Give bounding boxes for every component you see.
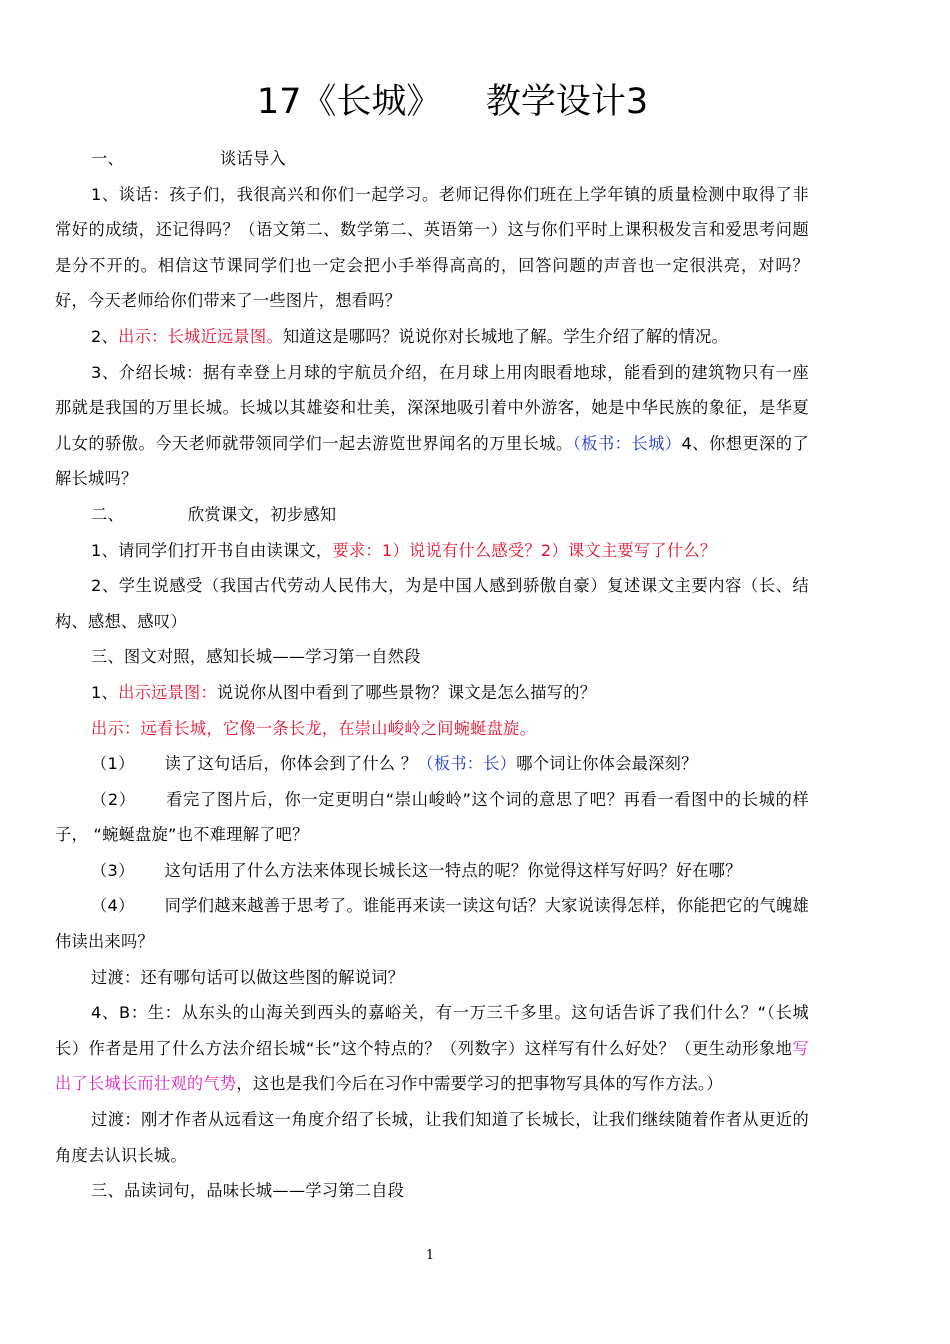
question-number: （3） (91, 860, 135, 880)
text-run: 4、B：生：从东头的山海关到西头的嘉峪关，有一万三千多里。这句话告诉了我们什么？“（长城长）作者是用了什么方法介绍长城“长”这个特点的？（列数字）这样写有什么好处？（更生动形象地 (55, 1003, 809, 1058)
text-run: 1、请同学们打开书自由读课文， (91, 540, 333, 560)
section-number: 一、 (91, 149, 124, 168)
pink-highlight: 写出了长城长而壮观的气势 (55, 1038, 809, 1094)
question-number: （2） (91, 789, 136, 809)
paragraph (55, 355, 809, 497)
paragraph: 过渡：刚才作者从远看这一角度介绍了长城，让我们知道了长城长，让我们继续随着作者从更近的角度去认识长城。 (55, 1110, 809, 1165)
blue-highlight: （板书：长城） (572, 433, 682, 453)
text-run: 4、你想更深的了解长城吗？ (55, 433, 809, 489)
question-3 (55, 853, 809, 889)
text-run: 2、 (91, 326, 119, 346)
paragraph (55, 995, 809, 1102)
paragraph: 2、学生说感受（我国古代劳动人民伟大，为是中国人感到骄傲自豪）复述课文主要内容（长、结构、感想、感叹） (55, 576, 809, 631)
text-run: 知道这是哪吗？说说你对长城地了解。学生介绍了解的情况。 (282, 326, 729, 346)
paragraph: 1、谈话：孩子们，我很高兴和你们一起学习。老师记得你们班在上学年镇的质量检测中取得了非常好的成绩，还记得吗？（语文第二、数学第二、英语第一）这与你们平时上课积极发言和爱思考问题是分不开的。相信这节课同学们也一定会把小手举得高高的，回答问题的声音也一定很洪亮，对吗？好，今天老师给你们带来了一些图片，想看吗？ (55, 184, 809, 311)
document-body (55, 141, 809, 1209)
text-run: ，这也是我们今后在习作中需要学习的把事物写具体的写作方法。） (236, 1074, 723, 1094)
text-run: 这句话用了什么方法来体现长城长这一特点的呢？你觉得这样写好吗？好在哪？ (164, 860, 742, 880)
question-number: （1） (91, 754, 135, 774)
question-4 (55, 888, 809, 959)
section-title: 谈话导入 (219, 149, 286, 168)
red-highlight-line: 出示：远看长城，它像一条长龙，在崇山峻岭之间蜿蜒盘旋。 (91, 718, 537, 738)
red-highlight: 出示：长城近远景图。 (118, 326, 283, 346)
section-heading-2 (55, 497, 809, 533)
paragraph (55, 533, 809, 569)
paragraph (55, 319, 809, 355)
document-title: 17《长城》 教学设计3 (256, 82, 649, 122)
text-run: 3、介绍长城：据有幸登上月球的宇航员介绍，在月球上用肉眼看地球，能看到的建筑物只有一座那就是我国的万里长城。长城以其雄姿和壮美，深深地吸引着中外游客，她是中华民族的象征，是华夏儿女的骄傲。今天老师就带领同学们一起去游览世界闻名的万里长城。 (55, 362, 809, 453)
paragraph (55, 675, 809, 711)
text-run: 说说你从图中看到了哪些景物？课文是怎么描写的？ (217, 682, 597, 702)
text-run: 哪个词让你体会最深刻？ (516, 754, 698, 774)
blue-highlight: （板书：长） (417, 754, 517, 774)
page-number: 1 (425, 1248, 435, 1263)
section-title: 欣赏课文，初步感知 (187, 504, 337, 524)
text-run: 读了这句话后，你体会到了什么 ？ (164, 754, 418, 774)
section-heading-1 (55, 141, 809, 177)
text-run: 同学们越来越善于思考了。谁能再来读一读这句话？大家说读得怎样，你能把它的气魄雄伟读出来吗？ (55, 896, 810, 952)
red-highlight: 要求：1）说说有什么感受？2）课文主要写了什么？ (332, 540, 717, 560)
section-number: 二、 (91, 504, 124, 524)
question-1 (55, 746, 809, 782)
red-highlight: 出示远景图： (118, 682, 218, 702)
section-heading-4: 三、品读词句，品味长城——学习第二自段 (91, 1181, 405, 1201)
text-run: 看完了图片后，你一定更明白“崇山峻岭”这个词的意思了吧？再看一看图中的长城的样子， “蜿蜒盘旋”也不难理解了吧？ (55, 789, 809, 845)
question-number: （4） (91, 896, 135, 916)
paragraph: 过渡：还有哪句话可以做这些图的解说词？ (91, 967, 405, 987)
question-2 (55, 782, 809, 853)
section-heading-3: 三、图文对照，感知长城——学习第一自然段 (91, 647, 421, 667)
text-run: 1、 (91, 682, 119, 702)
